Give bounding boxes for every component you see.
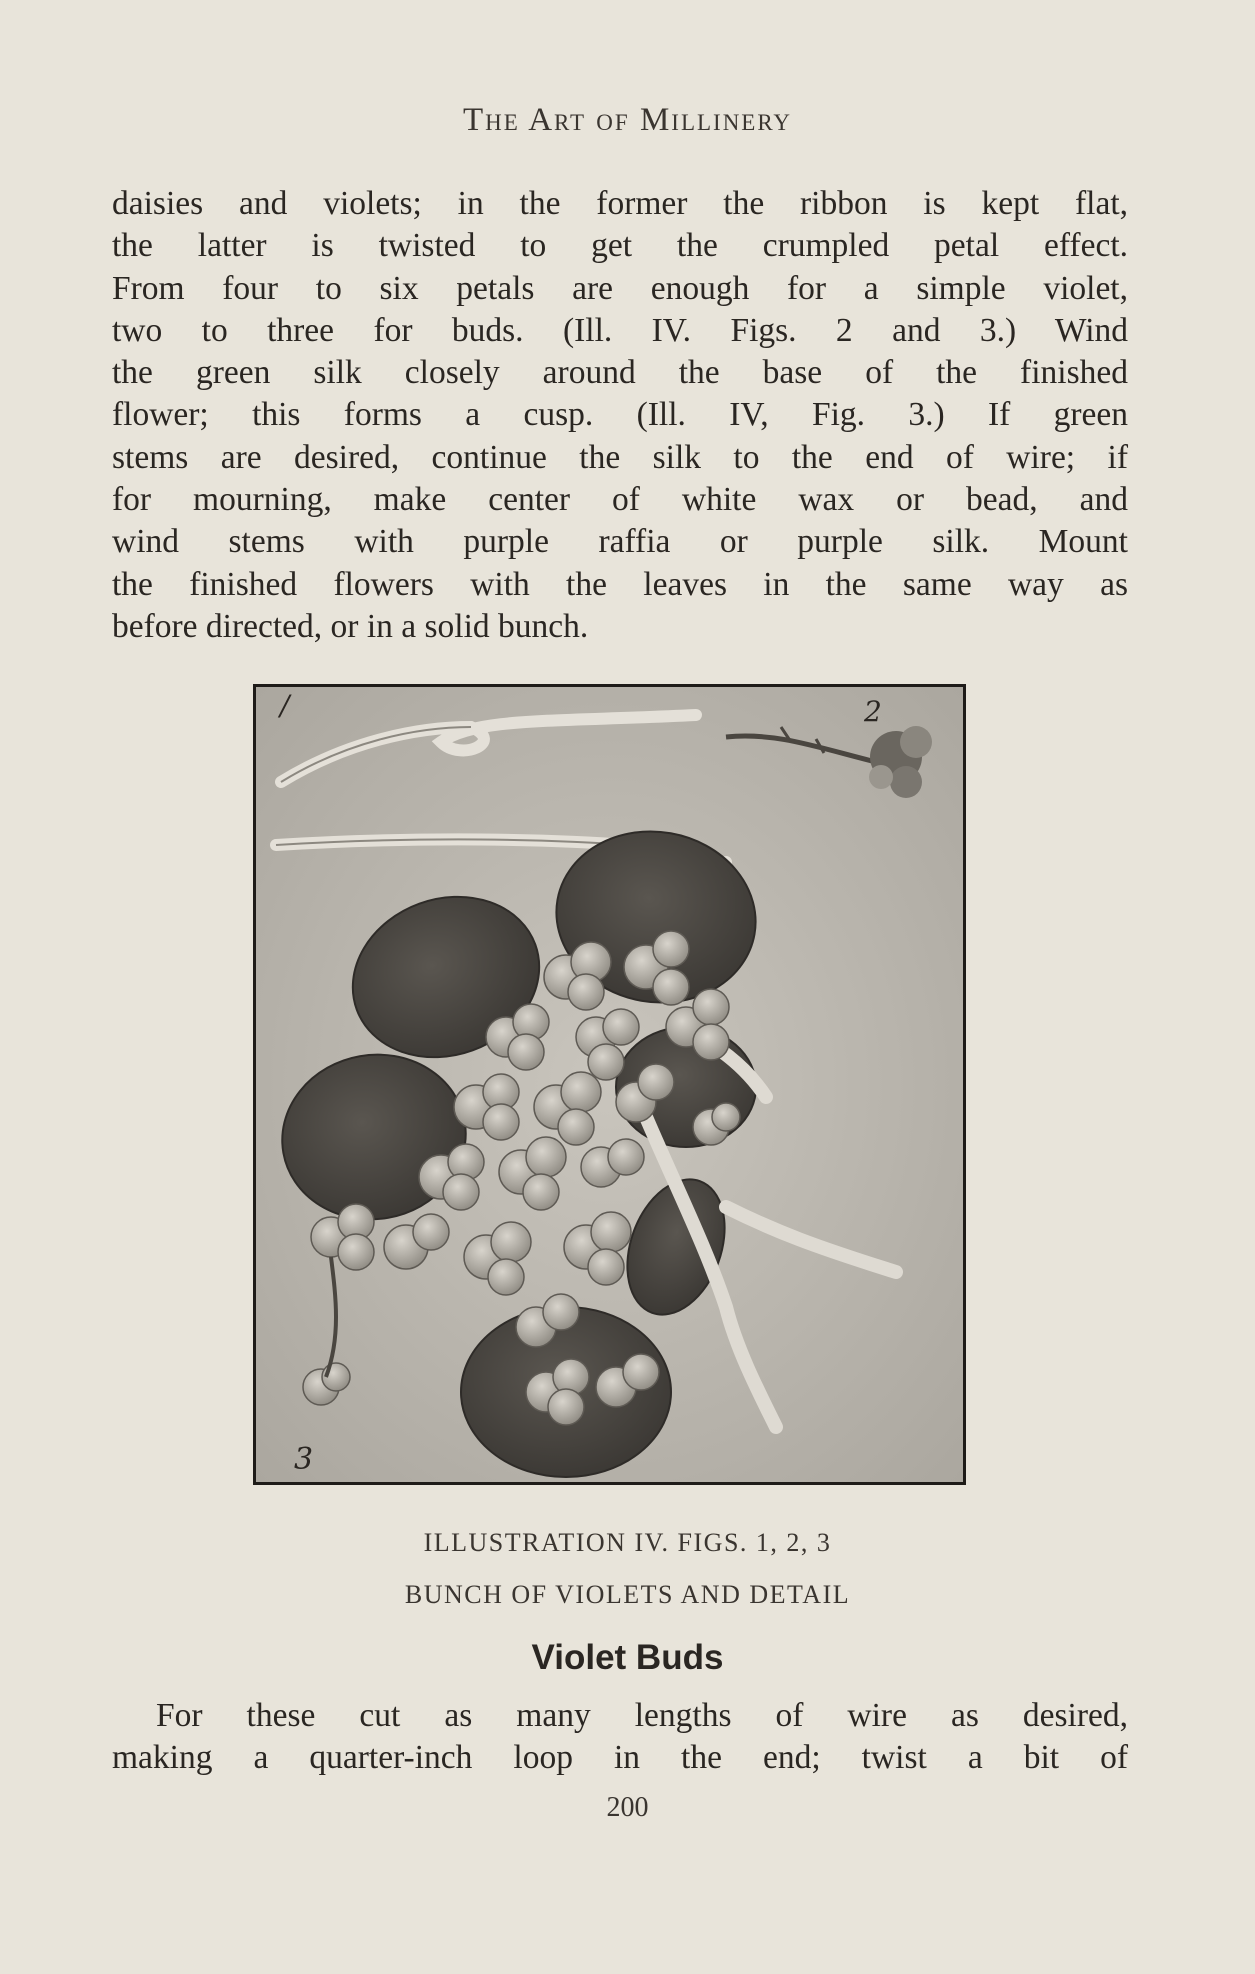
figure-label-2: 2 (864, 695, 882, 728)
text-line: two to three for buds. (Ill. IV. Figs. 2 and 3.) Wind (112, 311, 1128, 349)
text-line: flower; this forms a cusp. (Ill. IV, Fig. 3.) If green (112, 396, 1128, 434)
section-heading: Violet Buds (531, 1638, 724, 1677)
figure-label-3: 3 (294, 1442, 314, 1477)
paragraph-2 (112, 1695, 1128, 1780)
running-head: The Art of Millinery (462, 102, 793, 138)
figure-label-1: / (280, 689, 290, 722)
text-line: making a quarter-inch loop in the end; twist a bit of (112, 1739, 1128, 1777)
paragraph-1 (112, 183, 1128, 648)
text-line: the green silk closely around the base of the finished (112, 354, 1128, 392)
text-line: stems are desired, continue the silk to the end of wire; if (112, 438, 1128, 476)
figure-caption-line-1: ILLUSTRATION IV. FIGS. 1, 2, 3 (423, 1528, 832, 1557)
text-line: the finished flowers with the leaves in the same way as (112, 565, 1128, 603)
text-line: for mourning, make center of white wax or bead, and (112, 481, 1128, 519)
text-line: before directed, or in a solid bunch. (112, 607, 589, 645)
text-line: For these cut as many lengths of wire as desired, (156, 1697, 1128, 1734)
text-line: wind stems with purple raffia or purple silk. Mount (112, 523, 1128, 561)
text-line: daisies and violets; in the former the ribbon is kept flat, (112, 185, 1128, 222)
text-line: From four to six petals are enough for a simple violet, (112, 269, 1128, 307)
violet-bunch-photograph (253, 684, 966, 1485)
page-number: 200 (606, 1792, 649, 1823)
text-line: the latter is twisted to get the crumpled petal effect. (112, 227, 1128, 265)
figure-caption-line-2: BUNCH OF VIOLETS AND DETAIL (404, 1580, 851, 1609)
